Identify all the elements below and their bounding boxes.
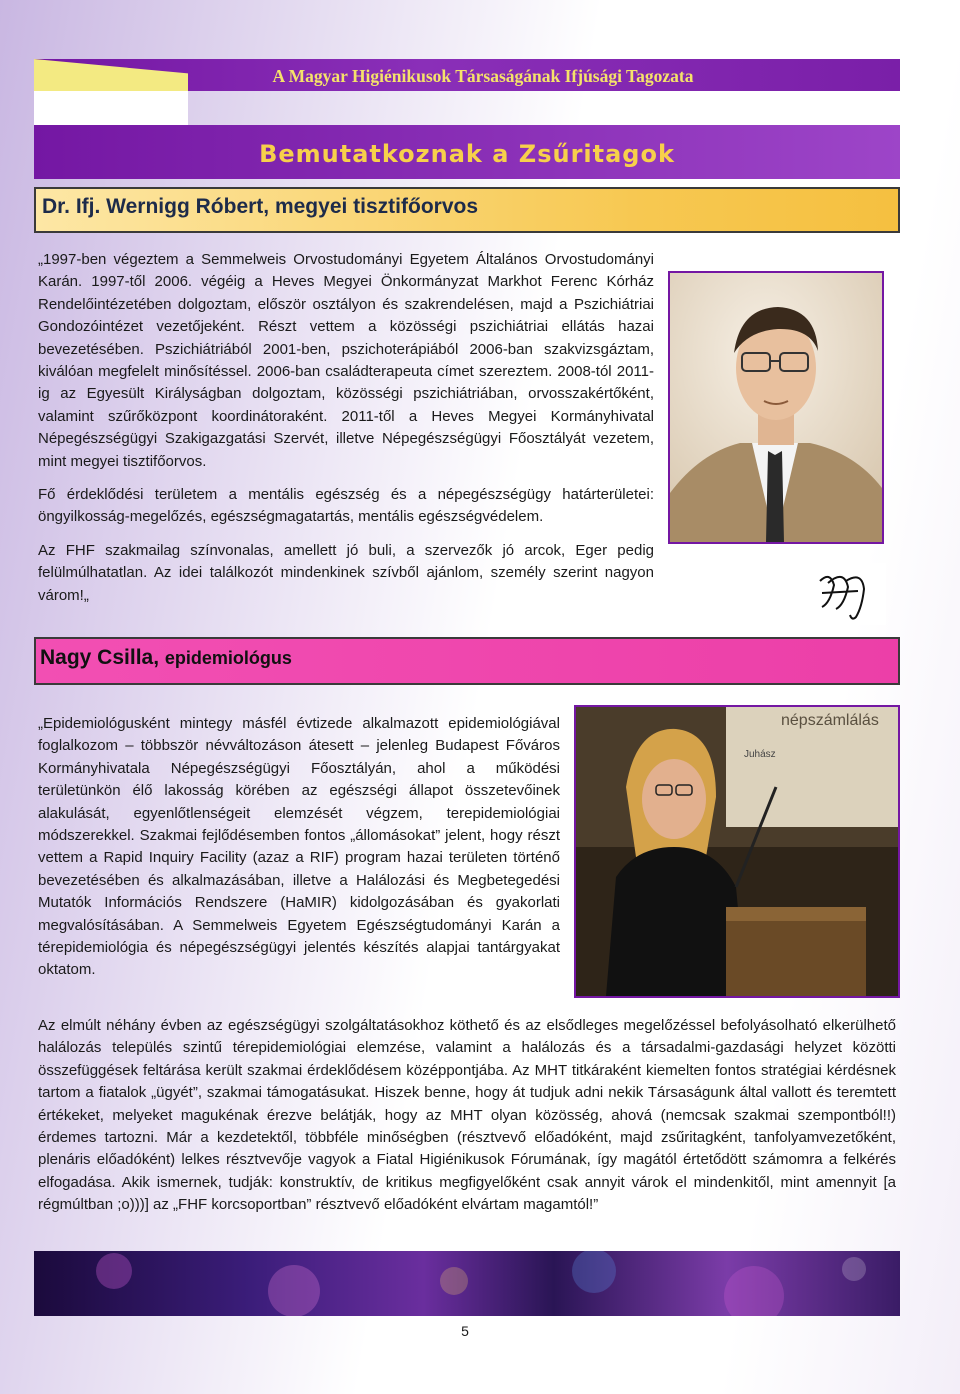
profile2-photo xyxy=(574,705,900,998)
profile1-paragraph: „1997-ben végeztem a Semmelweis Orvostudományi Egyetem Általános Orvostudományi Karán. 1997-től 2006. végéig a Heves Megyei Önkormányzat Markhot Ferenc Kórház Rendelőintézetében dolgoztam, először osztályon és szakrendelésen, majd a Pszichiátriai Gondozóintézet vezetőjeként. Részt vettem a közösségi pszichiátriai ellátás hazai bevezetésében. Pszichiátriából 2001-ben, pszichoterápiából 2006-ban szakvizsgáztam, kiválóan megfelelt minősítéssel. 2006-ban családterapeuta címet szereztem. 2008-tól 2011-ig az Egyesült Királyságban dolgoztam, közösségi pszichiátriában, orvosszakértőként, valamint szűrőközpont koordinátoraként. 2011-től a Heves Megyei Kormányhivatal Népegészségügyi Szakigazgatási Szervét, illetve Népegészségügyi Főosztályát vezetem, mint megyei tisztifőorvos. xyxy=(38,251,654,470)
slide-caption-text: Juhász xyxy=(744,749,776,760)
signature-icon xyxy=(800,563,886,625)
slide-banner-text: népszámlálás xyxy=(781,712,879,729)
profile2-name xyxy=(40,646,292,670)
footer-sparkle-image xyxy=(34,1251,900,1316)
organization-title: A Magyar Higiénikusok Társaságának Ifjúsági Tagozata xyxy=(272,66,694,86)
profile2-bio-top: „Epidemiológusként mintegy másfél évtizede alkalmazott epidemiológiával foglalkozom – többször névváltozáson átesett – jelenleg Budapest Főváros Kormányhivatala Népegészségügyi Főosztályán, ahol a működési területünkön élő lakosság körében az egészségi állapot összetevőinek alakulását, egyenlőtlenségeit elemzését végzem, terepidemiológiai módszerekkel. Szakmai fejlődésemben fontos „állomásokat” jelent, hogy részt vettem a Rapid Inquiry Facility (azaz a RIF) program hazai területen történő bevezetésében és alkalmazásában, illetve a Halálozási és Megbetegedési Mutatók Információs Rendszere (HaMIR) kidolgozásában és gyakorlati megvalósításában. A Semmelweis Egyetem Egészségtudományi Karán a térepidemiológia és népegészségügyi jelentés készítés alapjai tantárgyakat oktatom. xyxy=(38,715,560,979)
profile1-bio-top xyxy=(38,249,654,618)
profile1-name: Dr. Ifj. Wernigg Róbert, megyei tisztifőorvos xyxy=(42,195,479,218)
profile2-role: epidemiológus xyxy=(164,648,292,668)
portrait-man-image xyxy=(670,273,882,542)
presentation-photo-image xyxy=(576,707,898,996)
profile1-paragraph: Az FHF szakmailag színvonalas, amellett jó buli, a szervezők jó arcok, Eger pedig felülmúlhatatlan. Az idei találkozót mindenkinek szívből ajánlom, személy szerint nagyon várom!„ xyxy=(38,541,654,604)
profile2-bio-bottom: Az elmúlt néhány évben az egészségügyi szolgáltatásokhoz köthető és az elsődleges megelőzéssel befolyásolható elkerülhető halálozás település szintű térepidemiológiai elemzése, valamint a halálozás és a társadalmi-gazdasági helyzet közötti összefüggések feltárása került szakmai érdeklődésem középpontjába. Az MHT titkáraként kiemelten fontos stratégiai kérdésnek tartom a fiatalok „ügyét”, szakmai támogatásukat. Hiszek benne, hogy át tudjuk adni nekik Társaságunk által vallott és teremtett értékeket, melyeket magukénak érezve belátják, hogy az MHT olyan közösség, ahová (nemcsak szakmai szempontból!!) érdemes tartozni. Már a kezdetektől, többféle minőségben (résztvevő előadóként, majd zsűritagként, tanfolyamvezetőként, plenáris előadóként) lelkes résztvevője vagyok a Fiatal Higiénikusok Fórumának, így magától értetődött számomra a felkérés elfogadása. Akik ismernek, tudják: konstruktív, de kritikus megfigyelőként csak annyit várok el mindenkitől, mint amennyit [a régmúltban ;o)))] az „FHF korcsoportban” résztvevő előadóként elvártam magamtól!” xyxy=(38,1017,896,1214)
profile2-name-text: Nagy Csilla, xyxy=(40,646,160,669)
header-white-block xyxy=(34,91,188,125)
profile1-paragraph: Fő érdeklődési területem a mentális egészség és a népegészségügy határterületei: öngyilkosság-megelőzés, egészségmagatartás, mentális egészségvédelem. xyxy=(38,486,654,526)
signature-image xyxy=(800,563,886,625)
section-title: Bemutatkoznak a Zsűritagok xyxy=(259,140,675,168)
profile1-photo xyxy=(668,271,884,544)
page-number: 5 xyxy=(461,1323,469,1339)
footer-decorative-band xyxy=(34,1251,900,1316)
